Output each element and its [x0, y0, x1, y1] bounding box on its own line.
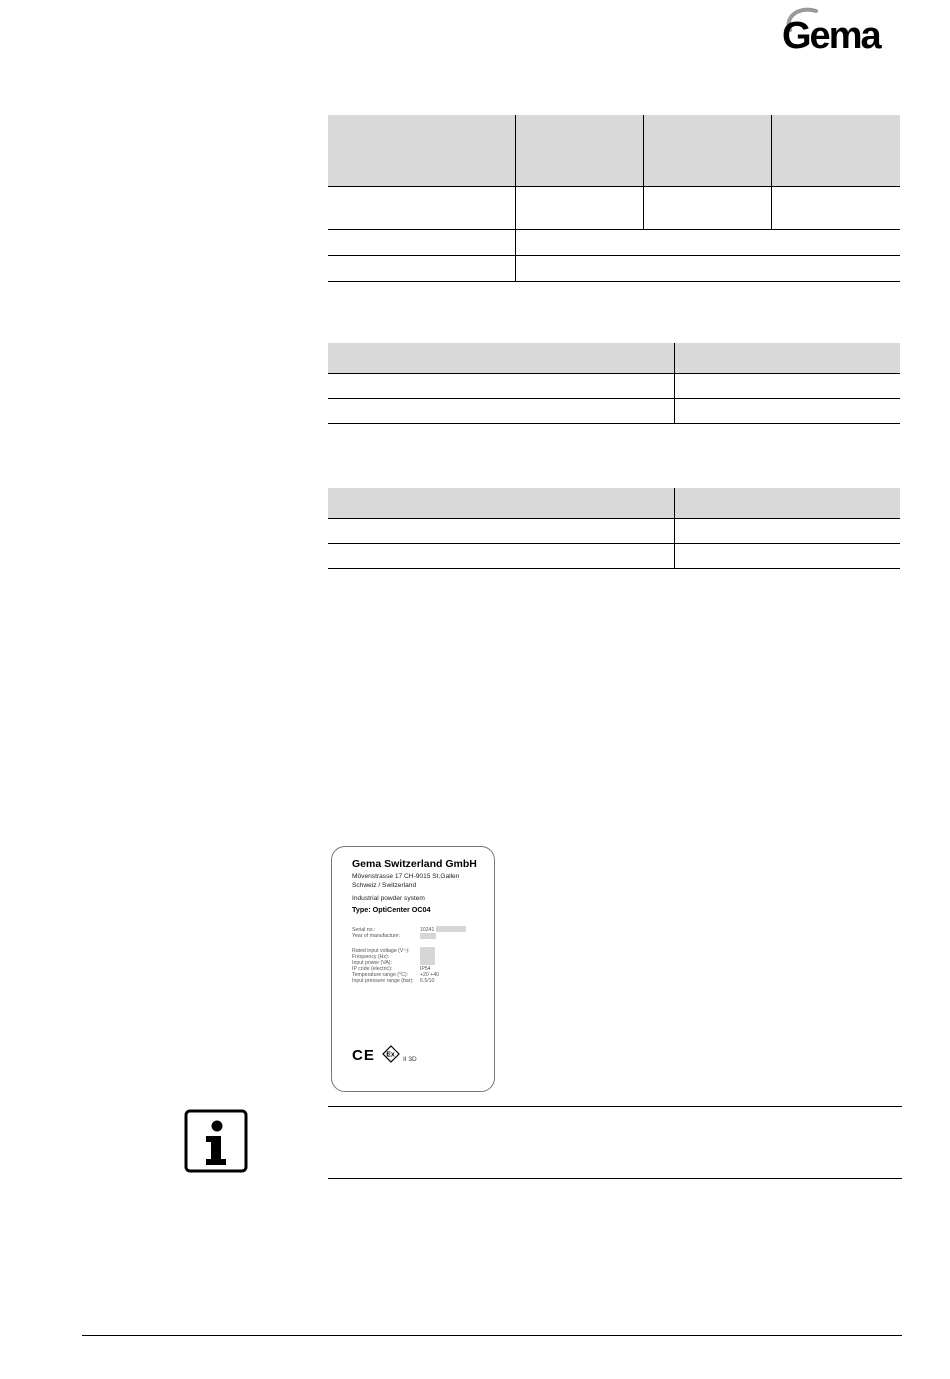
- table-cell: [328, 256, 515, 282]
- note-top-rule: [328, 1106, 902, 1107]
- table-row: [328, 230, 900, 256]
- ce-mark: CE: [352, 1047, 375, 1064]
- technical-data-table-3: [328, 488, 900, 569]
- table-row: [328, 519, 900, 544]
- plate-frequency-label: Frequency (Hz):: [352, 954, 390, 960]
- table-row: [328, 374, 900, 399]
- plate-address-line1: Mövenstrasse 17 CH-9015 St.Gallen: [352, 873, 460, 880]
- table-cell: [328, 230, 515, 256]
- table-cell: [674, 399, 900, 424]
- footer-rule: [82, 1335, 902, 1336]
- ex-mark-icon: [382, 1045, 400, 1063]
- table-cell: [328, 519, 674, 544]
- table-cell: [328, 343, 674, 374]
- table-cell: [771, 115, 900, 187]
- plate-year-label: Year of manufacture:: [352, 933, 400, 939]
- technical-data-table-1: [328, 115, 900, 282]
- table-cell: [328, 399, 674, 424]
- table-cell: [674, 374, 900, 399]
- table-cell: [674, 519, 900, 544]
- table-cell: [328, 488, 674, 519]
- table-cell: [515, 256, 900, 282]
- table-cell: [328, 187, 515, 230]
- table-cell: [515, 230, 900, 256]
- plate-company: Gema Switzerland GmbH: [352, 858, 477, 870]
- plate-temp-value: +20 +40: [420, 972, 440, 978]
- rating-plate: [331, 846, 495, 1092]
- plate-address-line2: Schweiz / Switzerland: [352, 882, 417, 889]
- plate-ip-label: IP code (electric):: [352, 966, 393, 972]
- ex-mark-text: Ex: [386, 1051, 395, 1059]
- plate-pressure-label: Input pressure range (bar):: [352, 978, 414, 984]
- technical-data-table-2: [328, 343, 900, 424]
- plate-product-line: Industrial powder system: [352, 895, 425, 902]
- note-bottom-rule: [328, 1178, 902, 1179]
- table-row: [328, 399, 900, 424]
- info-icon: [184, 1109, 248, 1173]
- plate-serial-box: [436, 926, 466, 932]
- table-cell: [674, 343, 900, 374]
- table-row: [328, 544, 900, 569]
- ex-category: II 3D: [403, 1056, 417, 1063]
- plate-serial-value: 10241: [420, 927, 435, 933]
- table-header-row: [328, 115, 900, 187]
- plate-temp-label: Temperature range (°C):: [352, 972, 408, 978]
- table-cell: [771, 187, 900, 230]
- table-cell: [515, 187, 643, 230]
- table-header-row: [328, 488, 900, 519]
- table-cell: [674, 544, 900, 569]
- plate-type-line: Type: OptiCenter OC04: [352, 905, 431, 914]
- table-row: [328, 256, 900, 282]
- plate-power-label: Input power (VA):: [352, 960, 392, 966]
- plate-electric-box: [420, 947, 435, 965]
- logo-text: Gema: [782, 15, 880, 54]
- table-row: [328, 187, 900, 230]
- table-cell: [515, 115, 643, 187]
- plate-pressure-value: 6.5/10: [420, 978, 435, 984]
- plate-serial-label: Serial no.:: [352, 927, 376, 933]
- gema-logo: [780, 4, 902, 54]
- table-cell: [674, 488, 900, 519]
- table-header-row: [328, 343, 900, 374]
- table-cell: [643, 187, 771, 230]
- plate-voltage-label: Rated input voltage (V~):: [352, 948, 410, 954]
- plate-year-box: [420, 933, 436, 939]
- table-cell: [328, 115, 515, 187]
- plate-ip-value: IP54: [420, 966, 431, 972]
- table-cell: [328, 374, 674, 399]
- table-cell: [643, 115, 771, 187]
- table-cell: [328, 544, 674, 569]
